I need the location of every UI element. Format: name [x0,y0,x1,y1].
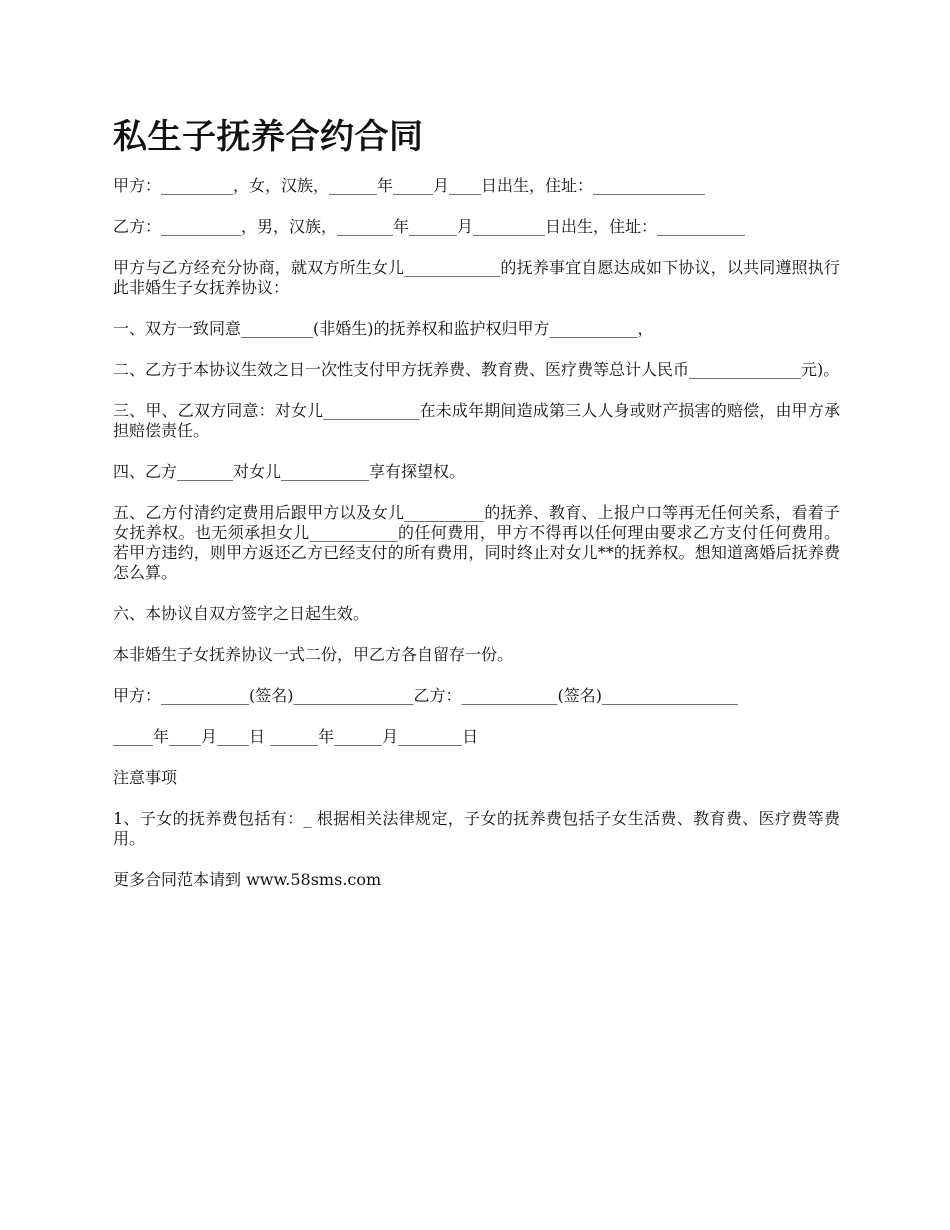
document-title: 私生子抚养合约合同 [113,117,424,157]
party-b-info: 乙方：__________，男，汉族，_______年______月_________日出生，住址：___________ [113,217,746,236]
clause-5: 五、乙方付清约定费用后跟甲方以及女儿__________的抚养、教育、上报户口等再无任何关系，看着子女抚养权。也无须承担女儿___________的任何费用，甲方不得再以任何理由要求乙方支付任何费用。若甲方违约，则甲方返还乙方已经支付的所有费用，同时终止对女儿**的抚养权。想知道离婚后抚养费怎么算。 [113,503,840,582]
clause-2: 二、乙方于本协议生效之日一次性支付甲方抚养费、教育费、医疗费等总计人民币______________元)。 [113,360,840,379]
agreement-preamble: 甲方与乙方经充分协商，就双方所生女儿____________的抚养事宜自愿达成如下协议，以共同遵照执行此非婚生子女抚养协议： [113,258,840,297]
notes-heading: 注意事项 [113,768,178,787]
clause-4: 四、乙方_______对女儿___________享有探望权。 [113,462,466,481]
signature-line: 甲方：___________(签名)_______________乙方：____________(签名)_________________ [113,686,738,705]
footer-link-text: 更多合同范本请到 www.58sms.com [113,870,382,889]
copies-statement: 本非婚生子女抚养协议一式二份，甲乙方各自留存一份。 [113,645,514,664]
document-page [113,112,840,911]
note-item-1: 1、子女的抚养费包括有：_ 根据相关法律规定，子女的抚养费包括子女生活费、教育费、医疗费等费用。 [113,809,840,848]
clause-1: 一、双方一致同意_________(非婚生)的抚养权和监护权归甲方___________， [113,319,654,338]
clause-6: 六、本协议自双方签字之日起生效。 [113,604,370,623]
party-a-info: 甲方：_________，女，汉族，______年_____月____日出生，住址：______________ [113,176,706,195]
date-line: _____年____月____日 ______年______月________日 [113,727,479,746]
clause-3: 三、甲、乙双方同意：对女儿____________在未成年期间造成第三人人身或财产损害的赔偿，由甲方承担赔偿责任。 [113,401,840,440]
